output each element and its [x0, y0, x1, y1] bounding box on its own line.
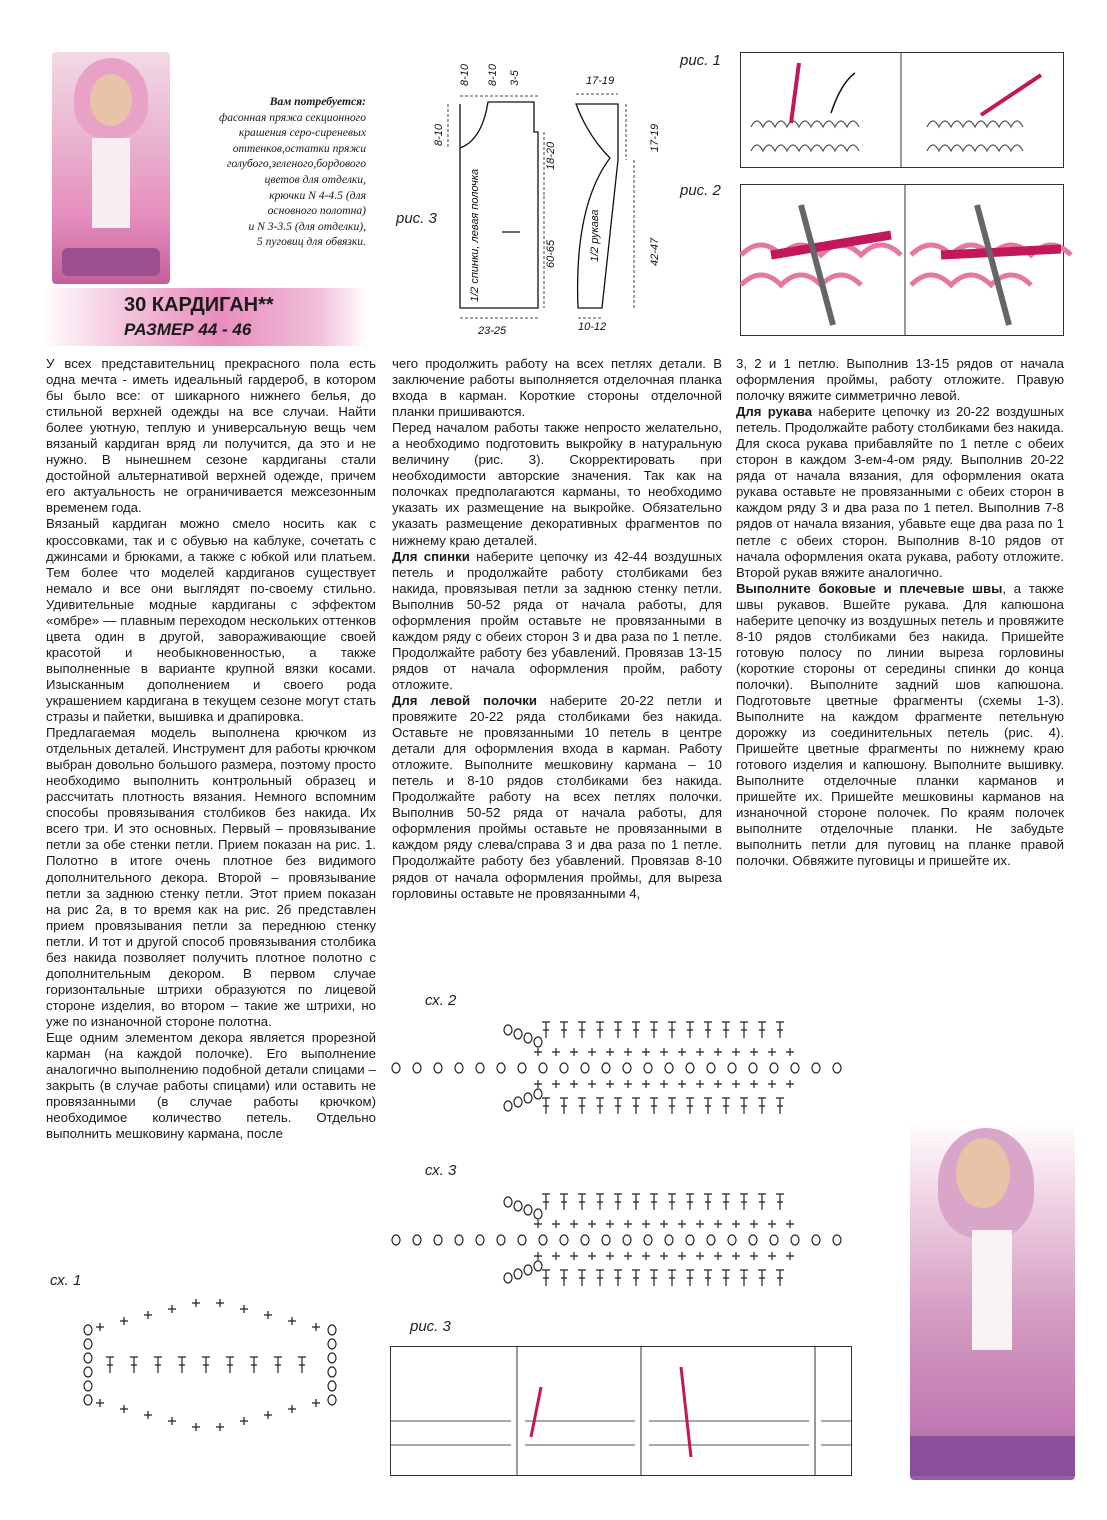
dim-left: 8-10 — [433, 123, 445, 146]
double-crochet-symbol — [632, 1270, 640, 1286]
double-crochet-symbol — [686, 1098, 694, 1114]
single-crochet-symbol — [678, 1220, 686, 1228]
double-crochet-symbol — [560, 1098, 568, 1114]
chain-stitch-symbol — [518, 1063, 526, 1073]
single-crochet-symbol — [192, 1299, 200, 1307]
single-crochet-symbol — [678, 1252, 686, 1260]
chain-stitch-symbol — [497, 1063, 505, 1073]
double-crochet-symbol — [632, 1098, 640, 1114]
double-crochet-symbol — [274, 1357, 282, 1373]
dim-top1: 8-10 — [459, 63, 471, 86]
paragraph: чего продолжить работу на всех петлях детали. В заключение работы выполняется отделочная планка входа в карман. Короткие стороны отделочной планки пришиваются. — [392, 356, 722, 420]
single-crochet-symbol — [714, 1080, 722, 1088]
double-crochet-symbol — [704, 1194, 712, 1210]
chain-stitch-symbol — [686, 1063, 694, 1073]
chain-stitch-symbol — [413, 1063, 421, 1073]
materials-line: крашения серо-сиреневых — [238, 126, 366, 140]
single-crochet-symbol — [216, 1423, 224, 1431]
chain-stitch-symbol — [623, 1063, 631, 1073]
double-crochet-symbol — [704, 1022, 712, 1038]
single-crochet-symbol — [786, 1252, 794, 1260]
single-crochet-symbol — [144, 1411, 152, 1419]
single-crochet-symbol — [714, 1220, 722, 1228]
chain-stitch-symbol — [328, 1353, 336, 1363]
double-crochet-symbol — [542, 1022, 550, 1038]
single-crochet-symbol — [660, 1252, 668, 1260]
double-crochet-symbol — [704, 1270, 712, 1286]
chain-stitch-symbol — [812, 1063, 820, 1073]
chain-stitch-symbol — [707, 1063, 715, 1073]
chain-stitch-symbol — [524, 1033, 532, 1043]
single-crochet-symbol — [534, 1252, 542, 1260]
single-crochet-symbol — [678, 1048, 686, 1056]
single-crochet-symbol — [552, 1080, 560, 1088]
single-crochet-symbol — [570, 1252, 578, 1260]
single-crochet-symbol — [288, 1317, 296, 1325]
chain-stitch-symbol — [534, 1209, 542, 1219]
single-crochet-symbol — [192, 1423, 200, 1431]
single-crochet-symbol — [264, 1311, 272, 1319]
chain-stitch-symbol — [514, 1097, 522, 1107]
double-crochet-symbol — [154, 1357, 162, 1373]
dim-top2: 8-10 — [487, 63, 499, 86]
single-crochet-symbol — [624, 1048, 632, 1056]
single-crochet-symbol — [678, 1080, 686, 1088]
single-crochet-symbol — [240, 1305, 248, 1313]
double-crochet-symbol — [776, 1022, 784, 1038]
chain-stitch-symbol — [84, 1367, 92, 1377]
materials-line: и N 3-3.5 (для отделки), — [248, 219, 366, 233]
paragraph: Предлагаемая модель выполнена крючком из отдельных деталей. Инструмент для работы крючком выбран довольно большого размера, поэтому просто необходимо выполнить контрольный образец и рассчитать плотность вязания. Немного вспомним способы провязывания столбиков без накида. Их всего три. И это основных. Первый – провязывание петли за обе стенки петли. Прием показан на рис. 1. Полотно в итоге очень плотное без видимого дополнительного декора. Второй – провязывание петли за заднюю стенку петли. Этот прием показан на рис 2а, в то время как на рис. 2б представлен прием провязывания петли за переднюю стенку петли. И тот и другой способ провязывания столбика без накида позволяет получить плотное полотно с дополнительным декором. В первом случае горизонтальные штрихи образуются по лицевой стороне изделия, во втором – такие же штрихи, но уже по изнаночной стороне полотна. — [46, 725, 376, 1029]
single-crochet-symbol — [534, 1080, 542, 1088]
double-crochet-symbol — [542, 1098, 550, 1114]
chain-stitch-symbol — [833, 1063, 841, 1073]
text-column-3 — [736, 356, 1064, 870]
fig3-bottom-label: рис. 3 — [410, 1318, 451, 1335]
chain-stitch-symbol — [791, 1063, 799, 1073]
double-crochet-symbol — [740, 1022, 748, 1038]
text-column-1 — [46, 356, 376, 1142]
chain-stitch-symbol — [560, 1063, 568, 1073]
double-crochet-symbol — [650, 1270, 658, 1286]
double-crochet-symbol — [668, 1194, 676, 1210]
single-crochet-symbol — [312, 1399, 320, 1407]
single-crochet-symbol — [588, 1252, 596, 1260]
single-crochet-symbol — [660, 1220, 668, 1228]
dim-sleeve-bottom: 10-12 — [578, 321, 607, 333]
double-crochet-symbol — [686, 1022, 694, 1038]
double-crochet-symbol — [578, 1270, 586, 1286]
dim-bottom: 23-25 — [478, 325, 507, 337]
sch2-label: сх. 2 — [425, 992, 457, 1009]
double-crochet-symbol — [758, 1194, 766, 1210]
double-crochet-symbol — [560, 1022, 568, 1038]
scheme-3-diagram — [388, 1172, 868, 1302]
double-crochet-symbol — [740, 1098, 748, 1114]
double-crochet-symbol — [614, 1022, 622, 1038]
double-crochet-symbol — [596, 1270, 604, 1286]
fig2-image — [740, 184, 1064, 336]
single-crochet-symbol — [588, 1048, 596, 1056]
single-crochet-symbol — [96, 1399, 104, 1407]
paragraph-lead: Для спинки — [392, 548, 470, 564]
double-crochet-symbol — [758, 1022, 766, 1038]
sleeve-piece-label: 1/2 рукава — [589, 209, 601, 262]
model-photo-top — [52, 52, 170, 284]
single-crochet-symbol — [750, 1220, 758, 1228]
single-crochet-symbol — [768, 1252, 776, 1260]
sch3-label: сх. 3 — [425, 1162, 457, 1179]
double-crochet-symbol — [596, 1098, 604, 1114]
chain-stitch-symbol — [534, 1089, 542, 1099]
double-crochet-symbol — [722, 1194, 730, 1210]
chain-stitch-symbol — [524, 1205, 532, 1215]
double-crochet-symbol — [596, 1194, 604, 1210]
materials-line: цветов для отделки, — [264, 172, 366, 186]
dim-top3: 3-5 — [509, 70, 521, 86]
chain-stitch-symbol — [455, 1235, 463, 1245]
size-label: РАЗМЕР 44 - 46 — [124, 320, 252, 339]
chain-stitch-symbol — [728, 1063, 736, 1073]
text-column-2 — [392, 356, 722, 902]
paragraph: 3, 2 и 1 петлю. Выполнив 13-15 рядов от начала оформления проймы, работу отложите. Правую полочку вяжите симметрично левой. — [736, 356, 1064, 404]
paragraph-lead: Выполните боковые и плечевые швы — [736, 580, 1003, 596]
fig1-label: рис. 1 — [680, 52, 721, 69]
chain-stitch-symbol — [455, 1063, 463, 1073]
single-crochet-symbol — [168, 1305, 176, 1313]
double-crochet-symbol — [776, 1194, 784, 1210]
double-crochet-symbol — [560, 1194, 568, 1210]
single-crochet-symbol — [606, 1080, 614, 1088]
single-crochet-symbol — [570, 1080, 578, 1088]
double-crochet-symbol — [578, 1194, 586, 1210]
chain-stitch-symbol — [84, 1395, 92, 1405]
paragraph-lead: Для левой полочки — [392, 692, 537, 708]
sleeve-piece-outline — [576, 104, 618, 308]
single-crochet-symbol — [120, 1405, 128, 1413]
double-crochet-symbol — [596, 1022, 604, 1038]
chain-stitch-symbol — [665, 1235, 673, 1245]
scheme-1-diagram — [70, 1280, 350, 1450]
front-piece-label: 1/2 спинки, левая полочка — [469, 168, 481, 302]
chain-stitch-symbol — [665, 1063, 673, 1073]
single-crochet-symbol — [312, 1323, 320, 1331]
dim-arm: 18-20 — [545, 141, 557, 170]
chain-stitch-symbol — [623, 1235, 631, 1245]
fig3-bottom-image — [390, 1346, 852, 1476]
single-crochet-symbol — [96, 1323, 104, 1331]
sch1-label: сх. 1 — [50, 1272, 82, 1289]
single-crochet-symbol — [732, 1080, 740, 1088]
chain-stitch-symbol — [749, 1235, 757, 1245]
chain-stitch-symbol — [328, 1367, 336, 1377]
single-crochet-symbol — [624, 1220, 632, 1228]
chain-stitch-symbol — [84, 1381, 92, 1391]
single-crochet-symbol — [264, 1411, 272, 1419]
chain-stitch-symbol — [514, 1201, 522, 1211]
fig3-pattern-label: рис. 3 — [396, 210, 437, 227]
chain-stitch-symbol — [749, 1063, 757, 1073]
double-crochet-symbol — [704, 1098, 712, 1114]
single-crochet-symbol — [552, 1048, 560, 1056]
chain-stitch-symbol — [476, 1063, 484, 1073]
chain-stitch-symbol — [581, 1063, 589, 1073]
paragraph: У всех представительниц прекрасного пола есть одна мечта - иметь идеальный гардероб, в котором бы было все: от шикарного нижнего белья, до стильной верхней одежды на все случаи. Найти более уютную, теплую и универсальную вещь чем вязаный кардиган вряд ли получится, да это и не нужно. В нынешнем сезоне кардиганы стали достойной альтернативой верхней одежде, причем его актуальность не ограничивается межсезонным временем года. — [46, 356, 376, 516]
chain-stitch-symbol — [504, 1101, 512, 1111]
single-crochet-symbol — [714, 1048, 722, 1056]
materials-line: крючки N 4-4.5 (для — [269, 188, 366, 202]
single-crochet-symbol — [216, 1299, 224, 1307]
single-crochet-symbol — [750, 1080, 758, 1088]
single-crochet-symbol — [750, 1252, 758, 1260]
chain-stitch-symbol — [328, 1381, 336, 1391]
double-crochet-symbol — [686, 1194, 694, 1210]
page-title: 30 КАРДИГАН** — [124, 294, 274, 316]
chain-stitch-symbol — [504, 1197, 512, 1207]
fig2-label: рис. 2 — [680, 182, 721, 199]
single-crochet-symbol — [786, 1048, 794, 1056]
double-crochet-symbol — [226, 1357, 234, 1373]
chain-stitch-symbol — [434, 1235, 442, 1245]
single-crochet-symbol — [696, 1080, 704, 1088]
paragraph: Для спинки наберите цепочку из 42-44 воздушных петель и продолжайте работу столбиками без накида, провязывая петли за заднюю стенку петли. Выполнив 50-52 ряда от начала работы, для оформления пройм оставьте не провязанными в каждом ряду с обеих сторон 3 и два раза по 1 петле. Продолжайте работу без убавлений. Провязав 13-15 рядов от начала оформления пройм, работу отложите. — [392, 548, 722, 692]
chain-stitch-symbol — [728, 1235, 736, 1245]
double-crochet-symbol — [776, 1098, 784, 1114]
double-crochet-symbol — [650, 1098, 658, 1114]
single-crochet-symbol — [732, 1048, 740, 1056]
chain-stitch-symbol — [770, 1063, 778, 1073]
chain-stitch-symbol — [518, 1235, 526, 1245]
single-crochet-symbol — [660, 1080, 668, 1088]
single-crochet-symbol — [168, 1417, 176, 1425]
chain-stitch-symbol — [434, 1063, 442, 1073]
single-crochet-symbol — [588, 1220, 596, 1228]
chain-stitch-symbol — [504, 1025, 512, 1035]
chain-stitch-symbol — [514, 1029, 522, 1039]
single-crochet-symbol — [786, 1220, 794, 1228]
double-crochet-symbol — [632, 1194, 640, 1210]
chain-stitch-symbol — [770, 1235, 778, 1245]
chain-stitch-symbol — [392, 1235, 400, 1245]
chain-stitch-symbol — [328, 1395, 336, 1405]
single-crochet-symbol — [570, 1048, 578, 1056]
double-crochet-symbol — [776, 1270, 784, 1286]
chain-stitch-symbol — [497, 1235, 505, 1245]
chain-stitch-symbol — [581, 1235, 589, 1245]
double-crochet-symbol — [686, 1270, 694, 1286]
dim-sleeve-top: 17-19 — [586, 75, 615, 87]
single-crochet-symbol — [642, 1252, 650, 1260]
single-crochet-symbol — [534, 1220, 542, 1228]
double-crochet-symbol — [250, 1357, 258, 1373]
double-crochet-symbol — [722, 1270, 730, 1286]
single-crochet-symbol — [606, 1252, 614, 1260]
single-crochet-symbol — [660, 1048, 668, 1056]
double-crochet-symbol — [668, 1022, 676, 1038]
double-crochet-symbol — [202, 1357, 210, 1373]
dim-sleeve-cap: 17-19 — [649, 123, 661, 152]
single-crochet-symbol — [768, 1080, 776, 1088]
chain-stitch-symbol — [413, 1235, 421, 1245]
single-crochet-symbol — [552, 1220, 560, 1228]
materials-line: оттенков,остатки пряжи — [232, 141, 366, 155]
single-crochet-symbol — [714, 1252, 722, 1260]
materials-line: фасонная пряжа секционного — [219, 110, 366, 124]
double-crochet-symbol — [130, 1357, 138, 1373]
double-crochet-symbol — [542, 1194, 550, 1210]
chain-stitch-symbol — [514, 1269, 522, 1279]
chain-stitch-symbol — [812, 1235, 820, 1245]
paragraph: Для рукава наберите цепочку из 20-22 воздушных петель. Продолжайте работу столбиками без накида. Для скоса рукава прибавляйте по 1 петле с обеих сторон в каждом 3-ем-4-ом ряду. Выполнив 20-22 ряда от начала вязания, для оформления оката рукава оставьте не провязанными с обеих сторон в каждом ряду 3 и два раза по 1 петел. Выполнив 7-8 рядов от начала вязания, убавьте еще два раза по 1 петле с обеих сторон. Выполнив 8-10 рядов от начала оформления оката рукава, работу отложите. Второй рукав вяжите аналогично. — [736, 404, 1064, 580]
single-crochet-symbol — [768, 1220, 776, 1228]
double-crochet-symbol — [614, 1098, 622, 1114]
chain-stitch-symbol — [534, 1261, 542, 1271]
single-crochet-symbol — [588, 1080, 596, 1088]
single-crochet-symbol — [606, 1048, 614, 1056]
single-crochet-symbol — [240, 1417, 248, 1425]
double-crochet-symbol — [298, 1357, 306, 1373]
single-crochet-symbol — [570, 1220, 578, 1228]
single-crochet-symbol — [786, 1080, 794, 1088]
double-crochet-symbol — [542, 1270, 550, 1286]
double-crochet-symbol — [650, 1022, 658, 1038]
single-crochet-symbol — [696, 1252, 704, 1260]
double-crochet-symbol — [758, 1098, 766, 1114]
double-crochet-symbol — [614, 1194, 622, 1210]
model-photo-bottom — [910, 1120, 1075, 1480]
double-crochet-symbol — [650, 1194, 658, 1210]
chain-stitch-symbol — [539, 1063, 547, 1073]
single-crochet-symbol — [288, 1405, 296, 1413]
paragraph: Перед началом работы также непросто желательно, а необходимо подготовить выкройку в натуральную величину (рис. 3). Скорректировать при необходимости авторские значения. Так как на полочках предполагаются карманы, то необходимо указать их размещение на выкройке. Обязательно указать размещение декоративных фрагментов по нижнему краю деталей. — [392, 420, 722, 548]
scheme-2-diagram — [388, 1000, 868, 1130]
sewing-pattern-diagram — [433, 56, 670, 352]
chain-stitch-symbol — [833, 1235, 841, 1245]
materials-heading: Вам потребуется: — [269, 95, 366, 108]
chain-stitch-symbol — [791, 1235, 799, 1245]
dim-sleeve-len: 42-47 — [649, 237, 661, 266]
chain-stitch-symbol — [476, 1235, 484, 1245]
materials-line: голубого,зеленого,бордового — [226, 157, 366, 171]
materials-block — [176, 94, 366, 250]
paragraph: Еще одним элементом декора является прорезной карман (на каждой полочке). Его выполнение аналогично выполнению подобной детали спицами – закрыть (в случае работы спицами) или оставить не провязанными (в случае работы крючком) необходимое количество петель. Отдельно выполнить мешковину кармана, после — [46, 1029, 376, 1142]
fig1-image — [740, 52, 1064, 168]
chain-stitch-symbol — [84, 1353, 92, 1363]
single-crochet-symbol — [642, 1048, 650, 1056]
chain-stitch-symbol — [560, 1235, 568, 1245]
materials-line: 5 пуговиц для обвязки. — [256, 235, 366, 249]
double-crochet-symbol — [740, 1194, 748, 1210]
paragraph: Выполните боковые и плечевые швы, а также швы рукавов. Вшейте рукава. Для капюшона наберите цепочку из воздушных петель и провяжите 8-10 рядов столбиками без накида. Пришейте готовую полосу по линии выреза горловины (короткие стороны от середины спинки до конца полочки). Выполните задний шов капюшона. Подготовьте цветные фрагменты (схемы 1-3). Выполните на каждом фрагменте петельную дорожку из соединительных петель (рис. 4). Пришейте цветные фрагменты по нижнему краю готового изделия и капюшону. Выполните вышивку. Выполните отделочные планки карманов и пришейте их. Пришейте мешковины карманов на изнаночной стороне полочек. По краям полочек выполните отделочные планки. Не забудьте выполнить петли для пуговиц на планке правой полочки. Обвяжите пуговицы и пришейте их. — [736, 580, 1064, 869]
chain-stitch-symbol — [686, 1235, 694, 1245]
paragraph-lead: Для рукава — [736, 404, 813, 420]
single-crochet-symbol — [732, 1220, 740, 1228]
double-crochet-symbol — [560, 1270, 568, 1286]
single-crochet-symbol — [144, 1311, 152, 1319]
single-crochet-symbol — [120, 1317, 128, 1325]
chain-stitch-symbol — [707, 1235, 715, 1245]
dim-length: 60-65 — [545, 239, 557, 268]
double-crochet-symbol — [722, 1098, 730, 1114]
chain-stitch-symbol — [644, 1063, 652, 1073]
materials-line: основного полотна) — [267, 204, 366, 218]
paragraph: Вязаный кардиган можно смело носить как с кроссовками, так и с обувью на каблуке, сочетать с джинсами и брюками, а также с юбкой или платьем. Тем более что моделей кардиганов существует немало и все они выглядят по-своему стильно. Удивительные модные кардиганы с эффектом «омбре» — плавным переходом нескольких оттенков цвета один в другой, завораживающие своей красотой и необыкновенностью, а также выполненные в варианте крупной вязки косами. Изысканным дополнением и своего рода украшением кардигана в текущем сезоне могут стать стразы и пайетки, вышивка и драпировка. — [46, 516, 376, 725]
double-crochet-symbol — [106, 1357, 114, 1373]
single-crochet-symbol — [732, 1252, 740, 1260]
chain-stitch-symbol — [524, 1093, 532, 1103]
chain-stitch-symbol — [328, 1339, 336, 1349]
chain-stitch-symbol — [328, 1325, 336, 1335]
double-crochet-symbol — [758, 1270, 766, 1286]
single-crochet-symbol — [552, 1252, 560, 1260]
single-crochet-symbol — [534, 1048, 542, 1056]
chain-stitch-symbol — [504, 1273, 512, 1283]
double-crochet-symbol — [632, 1022, 640, 1038]
chain-stitch-symbol — [602, 1063, 610, 1073]
double-crochet-symbol — [668, 1270, 676, 1286]
chain-stitch-symbol — [84, 1325, 92, 1335]
chain-stitch-symbol — [602, 1235, 610, 1245]
chain-stitch-symbol — [539, 1235, 547, 1245]
single-crochet-symbol — [642, 1080, 650, 1088]
double-crochet-symbol — [740, 1270, 748, 1286]
chain-stitch-symbol — [392, 1063, 400, 1073]
double-crochet-symbol — [668, 1098, 676, 1114]
single-crochet-symbol — [642, 1220, 650, 1228]
paragraph: Для левой полочки наберите 20-22 петли и провяжите 20-22 ряда столбиками без накида. Оставьте не провязанными 10 петель в центре детали для оформления входа в карман. Работу отложите. Выполните мешковину кармана – 10 петель и 8-10 рядов столбиками без накида. Продолжайте работу на всех петлях полочки. Выполнив 50-52 ряда от начала работы, для оформления проймы оставьте не провязанными в каждом ряду слева/справа 3 и два раза по 1 петле. Продолжайте работу без убавлений. Провязав 8-10 рядов от начала оформления проймы, для выреза горловины оставьте не провязанными 4, — [392, 692, 722, 901]
double-crochet-symbol — [578, 1022, 586, 1038]
single-crochet-symbol — [750, 1048, 758, 1056]
double-crochet-symbol — [178, 1357, 186, 1373]
single-crochet-symbol — [768, 1048, 776, 1056]
chain-stitch-symbol — [84, 1339, 92, 1349]
single-crochet-symbol — [696, 1048, 704, 1056]
double-crochet-symbol — [722, 1022, 730, 1038]
single-crochet-symbol — [606, 1220, 614, 1228]
double-crochet-symbol — [578, 1098, 586, 1114]
chain-stitch-symbol — [524, 1265, 532, 1275]
chain-stitch-symbol — [534, 1037, 542, 1047]
single-crochet-symbol — [696, 1220, 704, 1228]
single-crochet-symbol — [624, 1080, 632, 1088]
chain-stitch-symbol — [644, 1235, 652, 1245]
double-crochet-symbol — [614, 1270, 622, 1286]
single-crochet-symbol — [624, 1252, 632, 1260]
